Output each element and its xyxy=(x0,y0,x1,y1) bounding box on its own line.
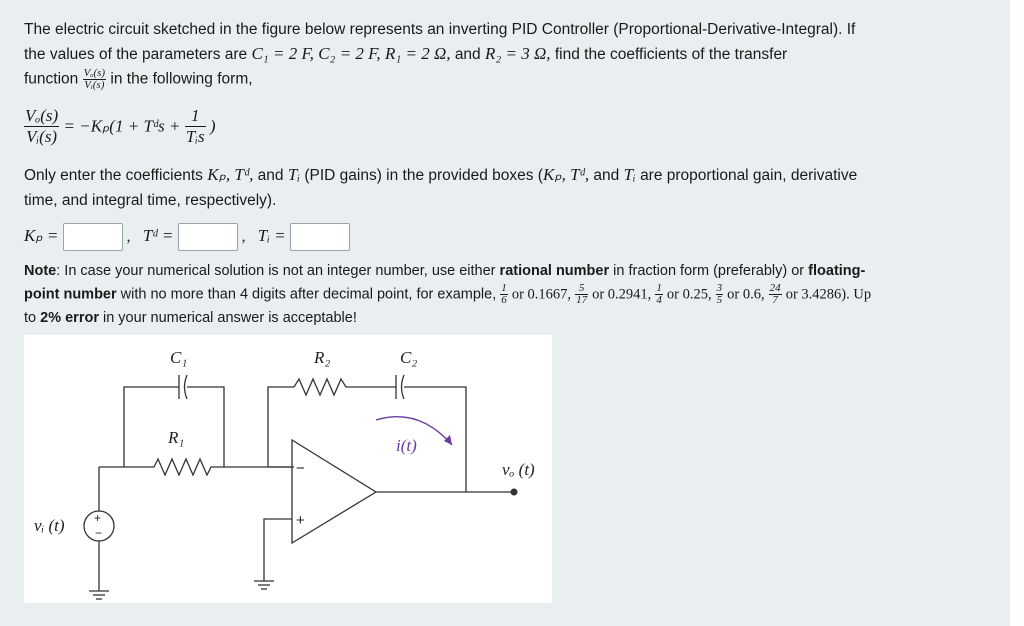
wire-c1-left xyxy=(124,387,179,467)
instructions-line-1: Only enter the coefficients Kₚ, Tᵈ, and Tᵢ (PID gains) in the provided boxes (Kₚ, Tᵈ, and Tᵢ are proportional gain, derivative xyxy=(24,165,858,184)
wire-c1-right xyxy=(187,387,224,467)
source-plus: + xyxy=(94,511,102,525)
opamp-plus: + xyxy=(296,512,305,529)
ti-label: Tᵢ = xyxy=(257,226,286,245)
kp-input[interactable] xyxy=(63,223,123,251)
r2-resistor xyxy=(294,379,396,395)
param-c1: C₁ = 2 F, xyxy=(251,44,314,63)
question-line-2: the values of the parameters are C₁ = 2 F, C₂ = 2 F, R₁ = 2 Ω, and R₂ = 3 Ω, find the coefficients of the transfer xyxy=(24,44,788,63)
circuit-diagram xyxy=(24,335,552,603)
param-r2: R₂ = 3 Ω, xyxy=(485,44,551,63)
source-minus: − xyxy=(95,526,103,540)
wire-feedback-right xyxy=(404,387,514,492)
td-label: Tᵈ = xyxy=(142,226,174,245)
answer-row: Kₚ = , Tᵈ = , Tᵢ = xyxy=(24,222,350,252)
wire-noninverting-input xyxy=(264,519,292,581)
label-r1: R₁ xyxy=(168,428,185,447)
label-vo: vₒ (t) xyxy=(502,460,535,479)
opamp-minus: − xyxy=(296,460,305,477)
circuit-figure xyxy=(24,335,552,603)
equation-rhs: $\frac{1}{\text{Tᵢs}}$ xyxy=(185,106,205,146)
note-line-2: point number with no more than 4 digits after decimal point, for example, $\frac{1}{6}$ or 0.1667, $\frac{5}{17}$ or 0.2941, $\frac{1}{4}$ or 0.25, $\frac{3}{5}$ or 0.6, $\frac{24}{7}$ or 3.4286). Up xyxy=(24,282,872,306)
label-c2: C₂ xyxy=(400,348,418,367)
wire-feedback-left xyxy=(268,387,294,467)
c1-plate-2 xyxy=(185,375,188,399)
output-terminal xyxy=(511,489,518,496)
kp-label: Kₚ = xyxy=(24,226,59,245)
param-r1: R₁ = 2 Ω, xyxy=(384,44,451,63)
current-arrowhead xyxy=(444,435,452,445)
ti-input[interactable] xyxy=(290,223,350,251)
question-line-1: The electric circuit sketched in the figure below represents an inverting PID Controller (Proportional-Derivative-Integral). If xyxy=(24,21,856,38)
equation-mid: = −Kₚ(1 + Tᵈs + xyxy=(63,116,181,136)
tf-fraction: $\frac{\text{Vₒ(s)}}{\text{Vᵢ(s)}}$ xyxy=(83,67,106,91)
note-label: Note xyxy=(24,263,57,279)
note-line-3: to 2% error in your numerical answer is acceptable! xyxy=(24,310,357,326)
equation-lhs: $\frac{\text{Vₒ(s)}}{\text{Vᵢ(s)}}$ xyxy=(25,106,59,146)
question-line-3: function $\frac{\text{Vₒ(s)}}{\text{Vᵢ(s)}}$ in the following form, xyxy=(24,67,253,91)
param-c2: C₂ = 2 F, xyxy=(318,44,381,63)
label-c1: C₁ xyxy=(170,348,188,367)
c2-plate-2 xyxy=(402,375,405,399)
label-current: i(t) xyxy=(396,436,417,455)
note-line-1: Note: In case your numerical solution is not an integer number, use either rational number in fraction form (preferably) or floating- xyxy=(24,263,866,279)
label-r2: R₂ xyxy=(314,348,331,367)
transfer-function-equation: $\frac{\text{Vₒ(s)}}{\text{Vᵢ(s)}}$ = −Kₚ(1 + Tᵈs + $\frac{1}{\text{Tᵢs}}$ ) xyxy=(25,106,216,146)
label-vi: vᵢ (t) xyxy=(34,516,65,535)
instructions-line-2: time, and integral time, respectively). xyxy=(24,192,277,209)
r1-resistor xyxy=(99,459,294,475)
td-input[interactable] xyxy=(178,223,238,251)
